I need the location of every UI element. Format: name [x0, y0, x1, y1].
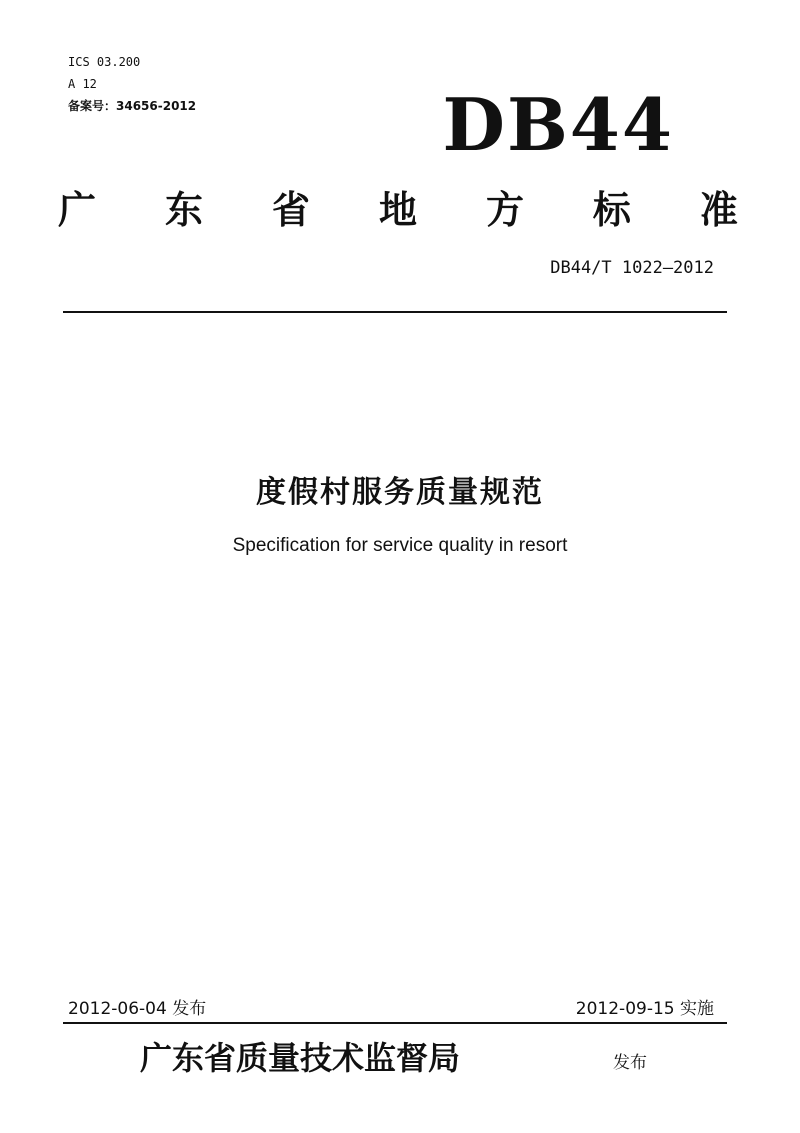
top-divider — [63, 311, 727, 313]
classification-code: A 12 — [68, 77, 97, 91]
standard-type-char: 准 — [699, 187, 738, 232]
document-title-en: Specification for service quality in resort — [232, 535, 568, 556]
standard-type-char: 省 — [271, 187, 310, 232]
standard-code: DB44/T 1022—2012 — [550, 258, 714, 278]
standard-type-char: 东 — [164, 187, 203, 232]
record-number: 备案号：34656-2012 — [68, 99, 197, 113]
standard-type — [58, 182, 738, 230]
db-mark: DB44 — [442, 82, 674, 167]
ics-code: ICS 03.200 — [68, 55, 141, 69]
standard-type-char: 方 — [485, 187, 524, 232]
document-title-cn: 度假村服务质量规范 — [256, 475, 544, 510]
standard-type-char: 地 — [378, 187, 417, 232]
standard-type-char: 广 — [58, 187, 97, 232]
issuer-name: 广东省质量技术监督局 — [140, 1039, 461, 1077]
implementation-date: 2012-09-15 实施 — [575, 999, 714, 1019]
standard-type-char: 标 — [592, 187, 631, 232]
bottom-divider — [63, 1022, 727, 1024]
issuer-suffix: 发布 — [613, 1053, 647, 1073]
issue-date: 2012-06-04 发布 — [68, 999, 207, 1019]
